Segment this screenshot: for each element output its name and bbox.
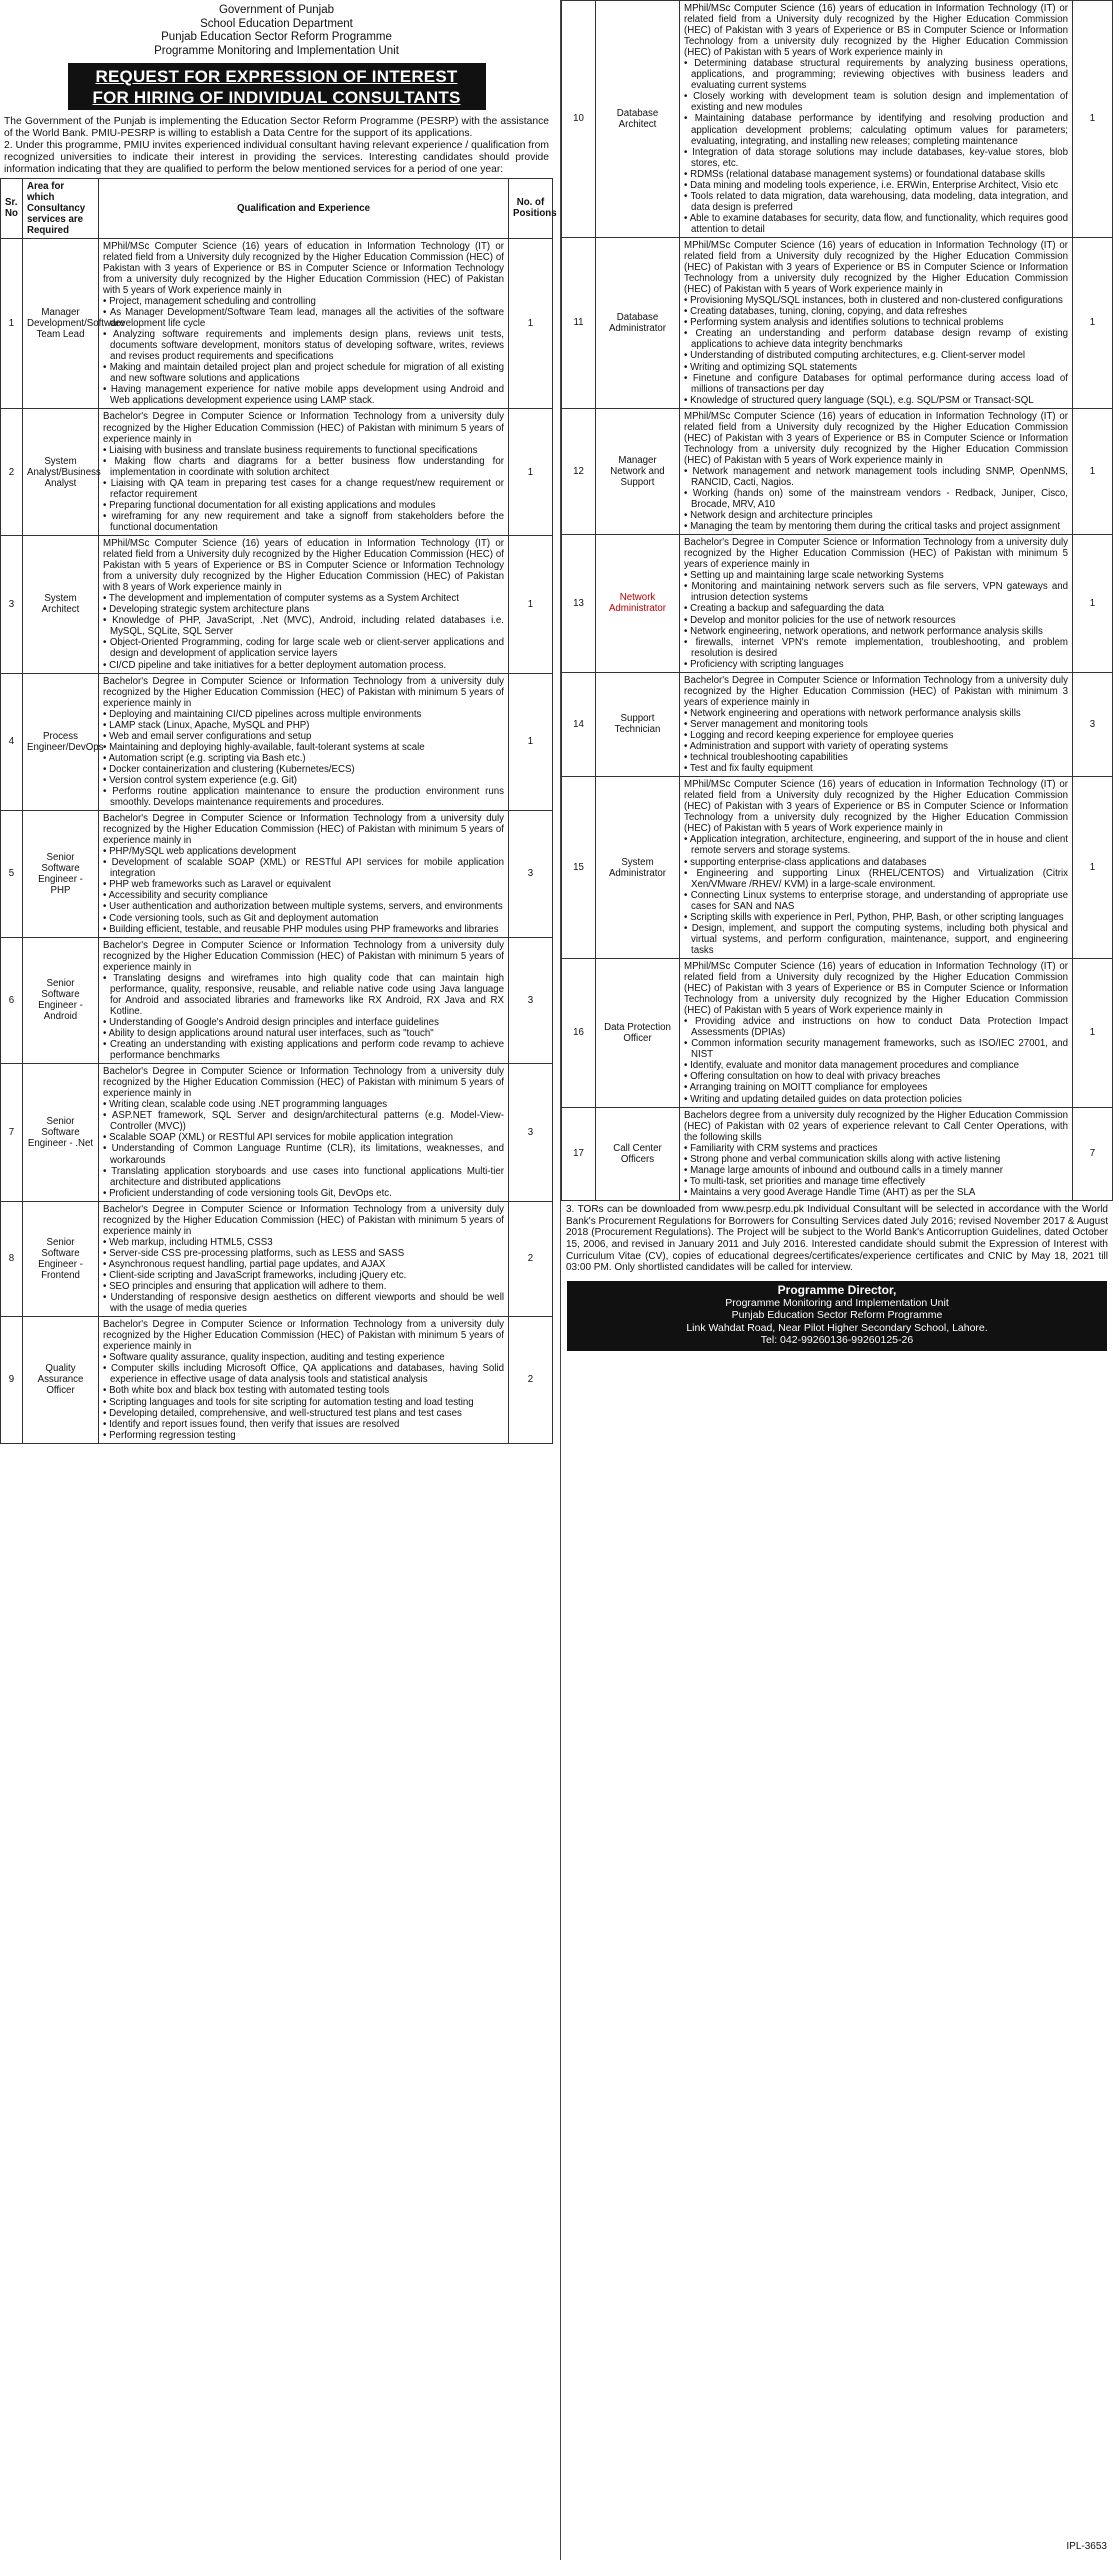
- row-positions: 1: [509, 409, 553, 536]
- header-line-1: Government of Punjab: [218, 4, 335, 16]
- qualification-intro: Bachelor's Degree in Computer Science or Information Technology from a university duly recognized by the Higher Education Commission (HEC) of Pakistan with minimum 5 years of experience mainly in: [684, 537, 1068, 571]
- row-positions: 1: [509, 673, 553, 811]
- row-sr-no: 11: [562, 237, 596, 408]
- header-sr-no: Sr. No: [1, 178, 23, 238]
- table-row: [1, 1317, 553, 1444]
- qualification-bullet: • Maintains a very good Average Handle Time (AHT) as per the SLA: [684, 1187, 1068, 1198]
- row-qualification: [99, 1317, 509, 1444]
- qualification-bullet: • Asynchronous request handling, partial page updates, and AJAX: [103, 1259, 504, 1270]
- header-positions: No. of Positions: [509, 178, 553, 238]
- qualification-bullet: • Proficient understanding of code versioning tools Git, DevOps etc.: [103, 1188, 504, 1199]
- qualification-bullet: • Managing the team by mentoring them during the critical tasks and project assignment: [684, 521, 1068, 532]
- row-positions: 1: [1073, 777, 1113, 959]
- qualification-bullet: • Finetune and configure Databases for optimal performance during access load of millions of transactions per day: [684, 373, 1068, 395]
- left-column: [0, 0, 557, 2560]
- qualification-bullet: • Common information security management frameworks, such as ISO/IEC 27001, and NIST: [684, 1038, 1068, 1060]
- qualification-bullet: • Client-side scripting and JavaScript frameworks, including jQuery etc.: [103, 1270, 504, 1281]
- qualification-bullet: • Developing strategic system architecture plans: [103, 604, 504, 615]
- intro-text: [0, 116, 553, 176]
- qualification-bullet: • Connecting Linux systems to enterprise storage, and understanding of appropriate use cases for SAN and NAS: [684, 890, 1068, 912]
- row-positions: 1: [1073, 408, 1113, 535]
- qualification-bullet: • Maintaining and deploying highly-available, fault-tolerant systems at scale: [103, 742, 504, 753]
- row-sr-no: 1: [1, 238, 23, 409]
- qualification-bullet: • Network management and network management tools including SNMP, OpenNMS, RANCID, Cacti, Nagios.: [684, 466, 1068, 488]
- row-positions: 1: [1073, 958, 1113, 1107]
- header-qualification: Qualification and Experience: [99, 178, 509, 238]
- row-qualification: [99, 409, 509, 536]
- qualification-intro: Bachelor's Degree in Computer Science or Information Technology from a university duly recognized by the Higher Education Commission (HEC) of Pakistan with minimum 5 years of experience mainly in: [103, 1066, 504, 1100]
- row-qualification: [99, 811, 509, 938]
- row-area: Senior Software Engineer - Frontend: [23, 1201, 99, 1316]
- qualification-bullet: • Offering consultation on how to deal with privacy breaches: [684, 1071, 1068, 1082]
- qualification-bullet: • Strong phone and verbal communication skills along with active listening: [684, 1154, 1068, 1165]
- qualification-bullet: • Project, management scheduling and controlling: [103, 296, 504, 307]
- qualification-bullet: • Test and fix faulty equipment: [684, 763, 1068, 774]
- contact-box: [567, 1281, 1107, 1351]
- row-qualification: [99, 535, 509, 673]
- table-row: [562, 535, 1113, 673]
- row-area: Database Architect: [596, 1, 680, 238]
- qualification-bullet: • Translating application storyboards and use cases into functional applications Multi-tier architecture and distributed applications: [103, 1166, 504, 1188]
- table-row: [1, 238, 553, 409]
- qualification-bullet: • SEO principles and ensuring that application will adhere to them.: [103, 1281, 504, 1292]
- qualification-bullet: • firewalls, internet VPN's remote implementation, troubleshooting, and problem resolution is desired: [684, 637, 1068, 659]
- row-qualification: [680, 1, 1073, 238]
- qualification-bullet: • PHP web frameworks such as Laravel or equivalent: [103, 879, 504, 890]
- qualification-bullet: • Docker containerization and clustering (Kubernetes/ECS): [103, 764, 504, 775]
- row-sr-no: 12: [562, 408, 596, 535]
- qualification-bullet: • Deploying and maintaining CI/CD pipelines across multiple environments: [103, 709, 504, 720]
- qualification-bullet: • Knowledge of PHP, JavaScript, .Net (MVC), Android, including related databases i.e. MySQL, SQLite, SQL Server: [103, 615, 504, 637]
- row-area: Manager Development/Software Team Lead: [23, 238, 99, 409]
- rfei-title-banner: [68, 63, 486, 110]
- row-sr-no: 8: [1, 1201, 23, 1316]
- qualification-bullet: • Proficiency with scripting languages: [684, 659, 1068, 670]
- table-row: [562, 237, 1113, 408]
- row-qualification: [99, 238, 509, 409]
- qualification-bullet: • Preparing functional documentation for all existing applications and modules: [103, 500, 504, 511]
- qualification-bullet: • Identify, evaluate and monitor data management procedures and compliance: [684, 1060, 1068, 1071]
- table-row: [1, 1201, 553, 1316]
- row-qualification: [99, 673, 509, 811]
- qualification-bullet: • Web and email server configurations and setup: [103, 731, 504, 742]
- row-positions: 1: [1073, 237, 1113, 408]
- table-row: [1, 409, 553, 536]
- qualification-bullet: • Development of scalable SOAP (XML) or RESTful API services for mobile application integration: [103, 857, 504, 879]
- table-header-row: [1, 178, 553, 238]
- qualification-bullet: • Setting up and maintaining large scale networking Systems: [684, 570, 1068, 581]
- row-area: Manager Network and Support: [596, 408, 680, 535]
- qualification-bullet: • Both white box and black box testing with automated testing tools: [103, 1385, 504, 1396]
- row-positions: 3: [509, 937, 553, 1064]
- row-qualification: [99, 1201, 509, 1316]
- qualification-bullet: • Liaising with business and translate business requirements to functional specifications: [103, 445, 504, 456]
- row-positions: 1: [509, 238, 553, 409]
- qualification-bullet: • Manage large amounts of inbound and outbound calls in a timely manner: [684, 1165, 1068, 1176]
- contact-title: Programme Director,: [777, 1283, 897, 1298]
- qualification-intro: Bachelor's Degree in Computer Science or Information Technology from a university duly recognized by the Higher Education Commission (HEC) of Pakistan with minimum 3 years of experience mainly in: [684, 674, 1068, 708]
- table-row: [562, 777, 1113, 959]
- footer-paragraph: 3. TORs can be downloaded from www.pesrp.edu.pk Individual Consultant will be selected in accordance with the World Bank's Procurement Regulations for Borrowers for Consulting Services dated July 2016; revised November 2017 & August 2018 (Procurement Regulations). The Project will be subject to the World Bank's Anticorruption Guidelines, dated October 15, 2006, and revised in January 2011 and July 2016. Interested candidate should submit the Expression of Interest with Curriculum Vitae (CV), copies of educational degrees/certificates/experience certificates and CNIC by May 18, 2021 till 03:00 PM. Only shortlisted candidates will be called for interview.: [566, 1203, 1108, 1274]
- row-sr-no: 16: [562, 958, 596, 1107]
- qualification-bullet: • Knowledge of structured query language (SQL), e.g. SQL/PSM or Transact-SQL: [684, 395, 1068, 406]
- row-qualification: [680, 408, 1073, 535]
- qualification-bullet: • The development and implementation of computer systems as a System Architect: [103, 593, 504, 604]
- contact-line-4: Tel: 042-99260136-99260125-26: [760, 1334, 914, 1347]
- qualification-bullet: • To multi-task, set priorities and manage time effectively: [684, 1176, 1068, 1187]
- qualification-bullet: • Code versioning tools, such as Git and deployment automation: [103, 913, 504, 924]
- qualification-bullet: • Making and maintain detailed project plan and project schedule for migration of all existing and new software solutions and applications: [103, 362, 504, 384]
- qualification-bullet: • PHP/MySQL web applications development: [103, 846, 504, 857]
- qualification-bullet: • Creating databases, tuning, cloning, copying, and data refreshes: [684, 306, 1068, 317]
- qualification-bullet: • Accessibility and security compliance: [103, 890, 504, 901]
- row-area: System Analyst/Business Analyst: [23, 409, 99, 536]
- qualification-bullet: • User authentication and authorization between multiple systems, servers, and environments: [103, 901, 504, 912]
- qualification-bullet: • Understanding of Common Language Runtime (CLR), its limitations, weaknesses, and workarounds: [103, 1143, 504, 1165]
- row-area: Network Administrator: [596, 535, 680, 673]
- qualification-bullet: • Having management experience for native mobile apps development using Android and Web applications development experience using LAMP stack.: [103, 384, 504, 406]
- title-line-1: REQUEST FOR EXPRESSION OF INTEREST: [95, 67, 458, 86]
- qualification-bullet: • Maintaining database performance by identifying and resolving production and application development problems; calculating optimum values for parameters; evaluating, integrating, and installing new releases; completing maintenance: [684, 113, 1068, 146]
- row-sr-no: 7: [1, 1064, 23, 1202]
- header-line-3: Punjab Education Sector Reform Programme: [161, 31, 392, 43]
- header-line-2: School Education Department: [200, 17, 353, 30]
- qualification-bullet: • Creating a backup and safeguarding the data: [684, 603, 1068, 614]
- header-line-4: Programme Monitoring and Implementation Unit: [154, 44, 399, 57]
- table-row: [1, 1064, 553, 1202]
- row-positions: 1: [1073, 535, 1113, 673]
- row-qualification: [680, 958, 1073, 1107]
- row-area: Database Administrator: [596, 237, 680, 408]
- qualification-bullet: • Liaising with QA team in preparing test cases for a change request/new requirement or refactor requirement: [103, 478, 504, 500]
- row-positions: 7: [1073, 1107, 1113, 1200]
- qualification-intro: Bachelors degree from a university duly recognized by the Higher Education Commission (HEC) of Pakistan with 02 years of experience relevant to Call Center Operations, with the following skills: [684, 1109, 1068, 1143]
- row-positions: 3: [1073, 672, 1113, 776]
- row-sr-no: 10: [562, 1, 596, 238]
- qualification-bullet: • Understanding of responsive design aesthetics on different viewports and should be well with the usage of media queries: [103, 1292, 504, 1314]
- row-area: Quality Assurance Officer: [23, 1317, 99, 1444]
- qualification-bullet: • Provisioning MySQL/SQL instances, both in clustered and non-clustered configurations: [684, 295, 1068, 306]
- row-sr-no: 6: [1, 937, 23, 1064]
- qualification-bullet: • Develop and monitor policies for the use of network resources: [684, 615, 1068, 626]
- qualification-intro: Bachelor's Degree in Computer Science or Information Technology from a university duly recognized by the Higher Education Commission (HEC) of Pakistan with minimum 5 years of experience mainly in: [103, 675, 504, 709]
- intro-paragraph-2: 2. Under this programme, PMIU invites experienced individual consultant having relevant experience / qualification from recognized universities to indicate their interest in providing the services. Interesting candidates should provide information indicating that they are qualified to perform the below mentioned services for a period of one year:: [4, 139, 549, 175]
- qualification-bullet: • Logging and record keeping experience for employee queries: [684, 730, 1068, 741]
- row-area: Senior Software Engineer - .Net: [23, 1064, 99, 1202]
- qualification-bullet: • Administration and support with variety of operating systems: [684, 741, 1068, 752]
- qualification-bullet: • Writing and optimizing SQL statements: [684, 362, 1068, 373]
- row-sr-no: 3: [1, 535, 23, 673]
- qualification-bullet: • ASP.NET framework, SQL Server and design/architectural patterns (e.g. Model-View-Controller (MVC)): [103, 1110, 504, 1132]
- qualification-intro: MPhil/MSc Computer Science (16) years of education in Information Technology (IT) or related field from a University duly recognized by the Higher Education Commission (HEC) of Pakistan with 3 years of Experience or BS in Computer Science or Information Technology from a university duly recognized by the Higher Education Commission (HEC) of Pakistan with 5 years of Work experience mainly in: [684, 779, 1068, 835]
- qualification-bullet: • Server-side CSS pre-processing platforms, such as LESS and SASS: [103, 1248, 504, 1259]
- intro-paragraph-1: The Government of the Punjab is implementing the Education Sector Reform Programme (PESRP) with the assistance of the World Bank. PMIU-PESRP is willing to establish a Data Centre for the support of its applications.: [4, 116, 549, 139]
- qualification-bullet: • As Manager Development/Software Team lead, manages all the activities of the software development life cycle: [103, 307, 504, 329]
- qualification-bullet: • Object-Oriented Programming, coding for large scale web or client-server applications and design and development of application service layers: [103, 637, 504, 659]
- qualification-intro: Bachelor's Degree in Computer Science or Information Technology from a university duly recognized by the Higher Education Commission (HEC) of Pakistan with minimum 5 years of experience mainly in: [103, 1319, 504, 1353]
- qualification-bullet: • Creating an understanding with existing applications and perform code revamp to achieve performance benchmarks: [103, 1039, 504, 1061]
- title-line-2: FOR HIRING OF INDIVIDUAL CONSULTANTS: [92, 88, 461, 107]
- row-area: System Architect: [23, 535, 99, 673]
- qualification-intro: MPhil/MSc Computer Science (16) years of education in Information Technology (IT) or related field from a University duly recognized by the Higher Education Commission (HEC) of Pakistan with 3 years of Experience or BS in Computer Science or Information Technology from a university duly recognized by the Higher Education Commission (HEC) of Pakistan with 5 years of Work experience mainly in: [684, 3, 1068, 59]
- row-sr-no: 14: [562, 672, 596, 776]
- qualification-bullet: • Identify and report issues found, then verify that issues are resolved: [103, 1419, 504, 1430]
- row-qualification: [99, 937, 509, 1064]
- qualification-bullet: • LAMP stack (Linux, Apache, MySQL and PHP): [103, 720, 504, 731]
- qualification-bullet: • Engineering and supporting Linux (RHEL/CENTOS) and Virtualization (Citrix Xen/VMware /RHEV/ KVM) in a large-scale environment.: [684, 868, 1068, 890]
- qualification-bullet: • Working (hands on) some of the mainstream vendors - Redback, Juniper, Cisco, Brocade, MRV, A10: [684, 488, 1068, 510]
- row-area: Call Center Officers: [596, 1107, 680, 1200]
- row-area: Senior Software Engineer - PHP: [23, 811, 99, 938]
- row-sr-no: 15: [562, 777, 596, 959]
- qualification-bullet: • Arranging training on MOITT compliance for employees: [684, 1082, 1068, 1093]
- row-sr-no: 4: [1, 673, 23, 811]
- qualification-bullet: • Performing regression testing: [103, 1430, 504, 1441]
- qualification-bullet: • Making flow charts and diagrams for a better business flow understanding for implementation in coordinate with solution architect: [103, 456, 504, 478]
- qualification-intro: Bachelor's Degree in Computer Science or Information Technology from a university duly recognized by the Higher Education Commission (HEC) of Pakistan with minimum 5 years of experience mainly in: [103, 411, 504, 445]
- qualification-bullet: • supporting enterprise-class applications and databases: [684, 857, 1068, 868]
- qualification-bullet: • RDMSs (relational database management systems) or foundational database skills: [684, 169, 1068, 180]
- qualification-bullet: • Scripting skills with experience in Perl, Python, PHP, Bash, or other scripting languages: [684, 912, 1068, 923]
- row-qualification: [680, 237, 1073, 408]
- row-qualification: [680, 535, 1073, 673]
- row-area: Senior Software Engineer - Android: [23, 937, 99, 1064]
- qualification-bullet: • Writing clean, scalable code using .NET programming languages: [103, 1099, 504, 1110]
- qualification-bullet: • Ability to design applications around natural user interfaces, such as "touch": [103, 1028, 504, 1039]
- qualification-bullet: • Scripting languages and tools for site scripting for automation testing and load testing: [103, 1397, 504, 1408]
- qualification-bullet: • Providing advice and instructions on how to conduct Data Protection Impact Assessments (DPIAs): [684, 1016, 1068, 1038]
- right-column: [560, 0, 1113, 2560]
- contact-line-3: Link Wahdat Road, Near Pilot Higher Secondary School, Lahore.: [686, 1321, 988, 1334]
- contact-line-1: Programme Monitoring and Implementation Unit: [725, 1296, 949, 1309]
- table-row: [562, 1, 1113, 238]
- qualification-bullet: • Automation script (e.g. scripting via Bash etc.): [103, 753, 504, 764]
- row-sr-no: 17: [562, 1107, 596, 1200]
- qualification-bullet: • Developing detailed, comprehensive, and well-structured test plans and test cases: [103, 1408, 504, 1419]
- qualification-intro: MPhil/MSc Computer Science (16) years of education in Information Technology (IT) or related field from a University duly recognized by the Higher Education Commission (HEC) of Pakistan with 3 years of Experience or BS in Computer Science or Information Technology from a university duly recognized by the Higher Education Commission (HEC) of Pakistan with 5 years of Work experience mainly in: [103, 240, 504, 296]
- qualification-intro: MPhil/MSc Computer Science (16) years of education in Information Technology (IT) or related field from a University duly recognized by the Higher Education Commission (HEC) of Pakistan with 3 years of Experience or BS in Computer Science or Information Technology from a university duly recognized by the Higher Education Commission (HEC) of Pakistan with 5 years of Work experience mainly in: [684, 960, 1068, 1017]
- row-positions: 3: [509, 1064, 553, 1202]
- qualification-bullet: • Understanding of distributed computing architectures, e.g. Client-server model: [684, 350, 1068, 361]
- row-sr-no: 13: [562, 535, 596, 673]
- qualification-intro: Bachelor's Degree in Computer Science or Information Technology from a university duly recognized by the Higher Education Commission (HEC) of Pakistan with minimum 5 years of experience mainly in: [103, 813, 504, 847]
- table-row: [1, 811, 553, 938]
- qualification-intro: Bachelor's Degree in Computer Science or Information Technology from a university duly recognized by the Higher Education Commission (HEC) of Pakistan with minimum 5 years of experience mainly in: [103, 939, 504, 973]
- qualification-bullet: • Closely working with development team is solution design and implementation of existing and new modules: [684, 91, 1068, 113]
- row-positions: 1: [1073, 1, 1113, 238]
- qualification-bullet: • Scalable SOAP (XML) or RESTful API services for mobile application integration: [103, 1132, 504, 1143]
- qualification-bullet: • Network engineering and operations with network performance analysis skills: [684, 708, 1068, 719]
- row-positions: 1: [509, 535, 553, 673]
- qualification-bullet: • wireframing for any new requirement and take a signoff from stakeholders before the functional documentation: [103, 511, 504, 533]
- row-qualification: [680, 672, 1073, 776]
- qualification-bullet: • CI/CD pipeline and take initiatives for a better deployment automation process.: [103, 660, 504, 671]
- qualification-bullet: • Web markup, including HTML5, CSS3: [103, 1237, 504, 1248]
- qualification-bullet: • Server management and monitoring tools: [684, 719, 1068, 730]
- row-area: Support Technician: [596, 672, 680, 776]
- ipl-code: IPL-3653: [1066, 2541, 1107, 2552]
- qualification-bullet: • Monitoring and maintaining network servers such as file servers, VPN gateways and intrusion detection systems: [684, 581, 1068, 603]
- positions-table-left: [0, 178, 557, 1444]
- table-row: [562, 1107, 1113, 1200]
- qualification-intro: MPhil/MSc Computer Science (16) years of education in Information Technology (IT) or related field from a University duly recognized by the Higher Education Commission (HEC) of Pakistan with 3 years of Experience or BS in Computer Science or Information Technology from a university duly recognized by the Higher Education Commission (HEC) of Pakistan with 5 years of Work experience mainly in: [684, 239, 1068, 296]
- table-row: [562, 958, 1113, 1107]
- header-area: Area for which Consultancy services are Required: [23, 178, 99, 238]
- table-row: [562, 672, 1113, 776]
- qualification-intro: MPhil/MSc Computer Science (16) years of education in Information Technology (IT) or related field from a University duly recognized by the Higher Education Commission (HEC) of Pakistan with 3 years of Experience or BS in Computer Science or Information Technology from a university duly recognized by the Higher Education Commission (HEC) of Pakistan with 5 years of Work experience mainly in: [684, 410, 1068, 466]
- row-qualification: [680, 777, 1073, 959]
- masthead: [0, 0, 553, 58]
- table-row: [562, 408, 1113, 535]
- qualification-bullet: • Understanding of Google's Android design principles and interface guidelines: [103, 1017, 504, 1028]
- qualification-bullet: • Software quality assurance, quality inspection, auditing and testing experience: [103, 1352, 504, 1363]
- qualification-bullet: • Creating an understanding and perform database design revamp of existing applications to achieve data integrity benchmarks: [684, 328, 1068, 350]
- row-sr-no: 2: [1, 409, 23, 536]
- qualification-bullet: • Performs routine application maintenance to ensure the production environment runs smoothly. Develops maintenance requirements and procedures.: [103, 786, 504, 808]
- table-row: [1, 937, 553, 1064]
- qualification-bullet: • Design, implement, and support the computing systems, including both physical and virtual systems, and perform configuration, maintenance, support, and engineering tasks: [684, 923, 1068, 956]
- contact-line-2: Punjab Education Sector Reform Programme: [731, 1309, 943, 1322]
- row-positions: 2: [509, 1317, 553, 1444]
- row-sr-no: 5: [1, 811, 23, 938]
- row-area: Data Protection Officer: [596, 958, 680, 1107]
- qualification-bullet: • Integration of data storage solutions may include databases, key-value stores, blob stores, etc.: [684, 147, 1068, 169]
- table-row: [1, 673, 553, 811]
- qualification-bullet: • Writing and updating detailed guides on data protection policies: [684, 1094, 1068, 1105]
- row-area: Process Engineer/DevOps: [23, 673, 99, 811]
- qualification-bullet: • Determining database structural requirements by analyzing business operations, applications, and programming; reviewing objectives with business leaders and evaluating current systems: [684, 58, 1068, 91]
- qualification-bullet: • Performing system analysis and identifies solutions to technical problems: [684, 317, 1068, 328]
- positions-table-right: [561, 0, 1113, 1201]
- row-positions: 3: [509, 811, 553, 938]
- table-row: [1, 535, 553, 673]
- qualification-bullet: • Computer skills including Microsoft Office, QA applications and databases, having Solid experience in effective usage of data analysis tools and statistical analysis: [103, 1363, 504, 1385]
- qualification-bullet: • Application integration, architecture, engineering, and support of the in house and client remote servers and storage systems.: [684, 834, 1068, 856]
- qualification-bullet: • Tools related to data migration, data warehousing, data modeling, data integration, and data design is preferred: [684, 191, 1068, 213]
- qualification-intro: Bachelor's Degree in Computer Science or Information Technology from a university duly recognized by the Higher Education Commission (HEC) of Pakistan with minimum 5 years of experience mainly in: [103, 1203, 504, 1237]
- qualification-bullet: • Analyzing software requirements and implements design plans, reviews unit tests, documents software development, monitors status of developing software, writes, reviews and revises product requirements and specifications: [103, 329, 504, 362]
- qualification-bullet: • Network engineering, network operations, and network performance analysis skills: [684, 626, 1068, 637]
- qualification-bullet: • Translating designs and wireframes into high quality code that can maintain high performance, quality, responsive, reusable, and reliable native code using Java language for Android and associated libraries and frameworks like RX Android, RX Java and RX Kotline.: [103, 973, 504, 1017]
- qualification-intro: MPhil/MSc Computer Science (16) years of education in Information Technology (IT) or related field from a University duly recognized by the Higher Education Commission (HEC) of Pakistan with 5 years of Experience or BS in Computer Science or Information Technology from a university duly recognized by the Higher Education Commission (HEC) of Pakistan with 8 years of Work experience mainly in: [103, 537, 504, 594]
- qualification-bullet: • Familiarity with CRM systems and practices: [684, 1143, 1068, 1154]
- row-positions: 2: [509, 1201, 553, 1316]
- row-qualification: [680, 1107, 1073, 1200]
- qualification-bullet: • Data mining and modeling tools experience, i.e. ERWin, Enterprise Architect, Visio etc: [684, 180, 1068, 191]
- qualification-bullet: • Network design and architecture principles: [684, 510, 1068, 521]
- row-qualification: [99, 1064, 509, 1202]
- qualification-bullet: • Version control system experience (e.g. Git): [103, 775, 504, 786]
- qualification-bullet: • Able to examine databases for security, data flow, and functionality, which requires good attention to detail: [684, 213, 1068, 235]
- row-sr-no: 9: [1, 1317, 23, 1444]
- row-area: System Administrator: [596, 777, 680, 959]
- qualification-bullet: • technical troubleshooting capabilities: [684, 752, 1068, 763]
- qualification-bullet: • Building efficient, testable, and reusable PHP modules using PHP frameworks and libraries: [103, 924, 504, 935]
